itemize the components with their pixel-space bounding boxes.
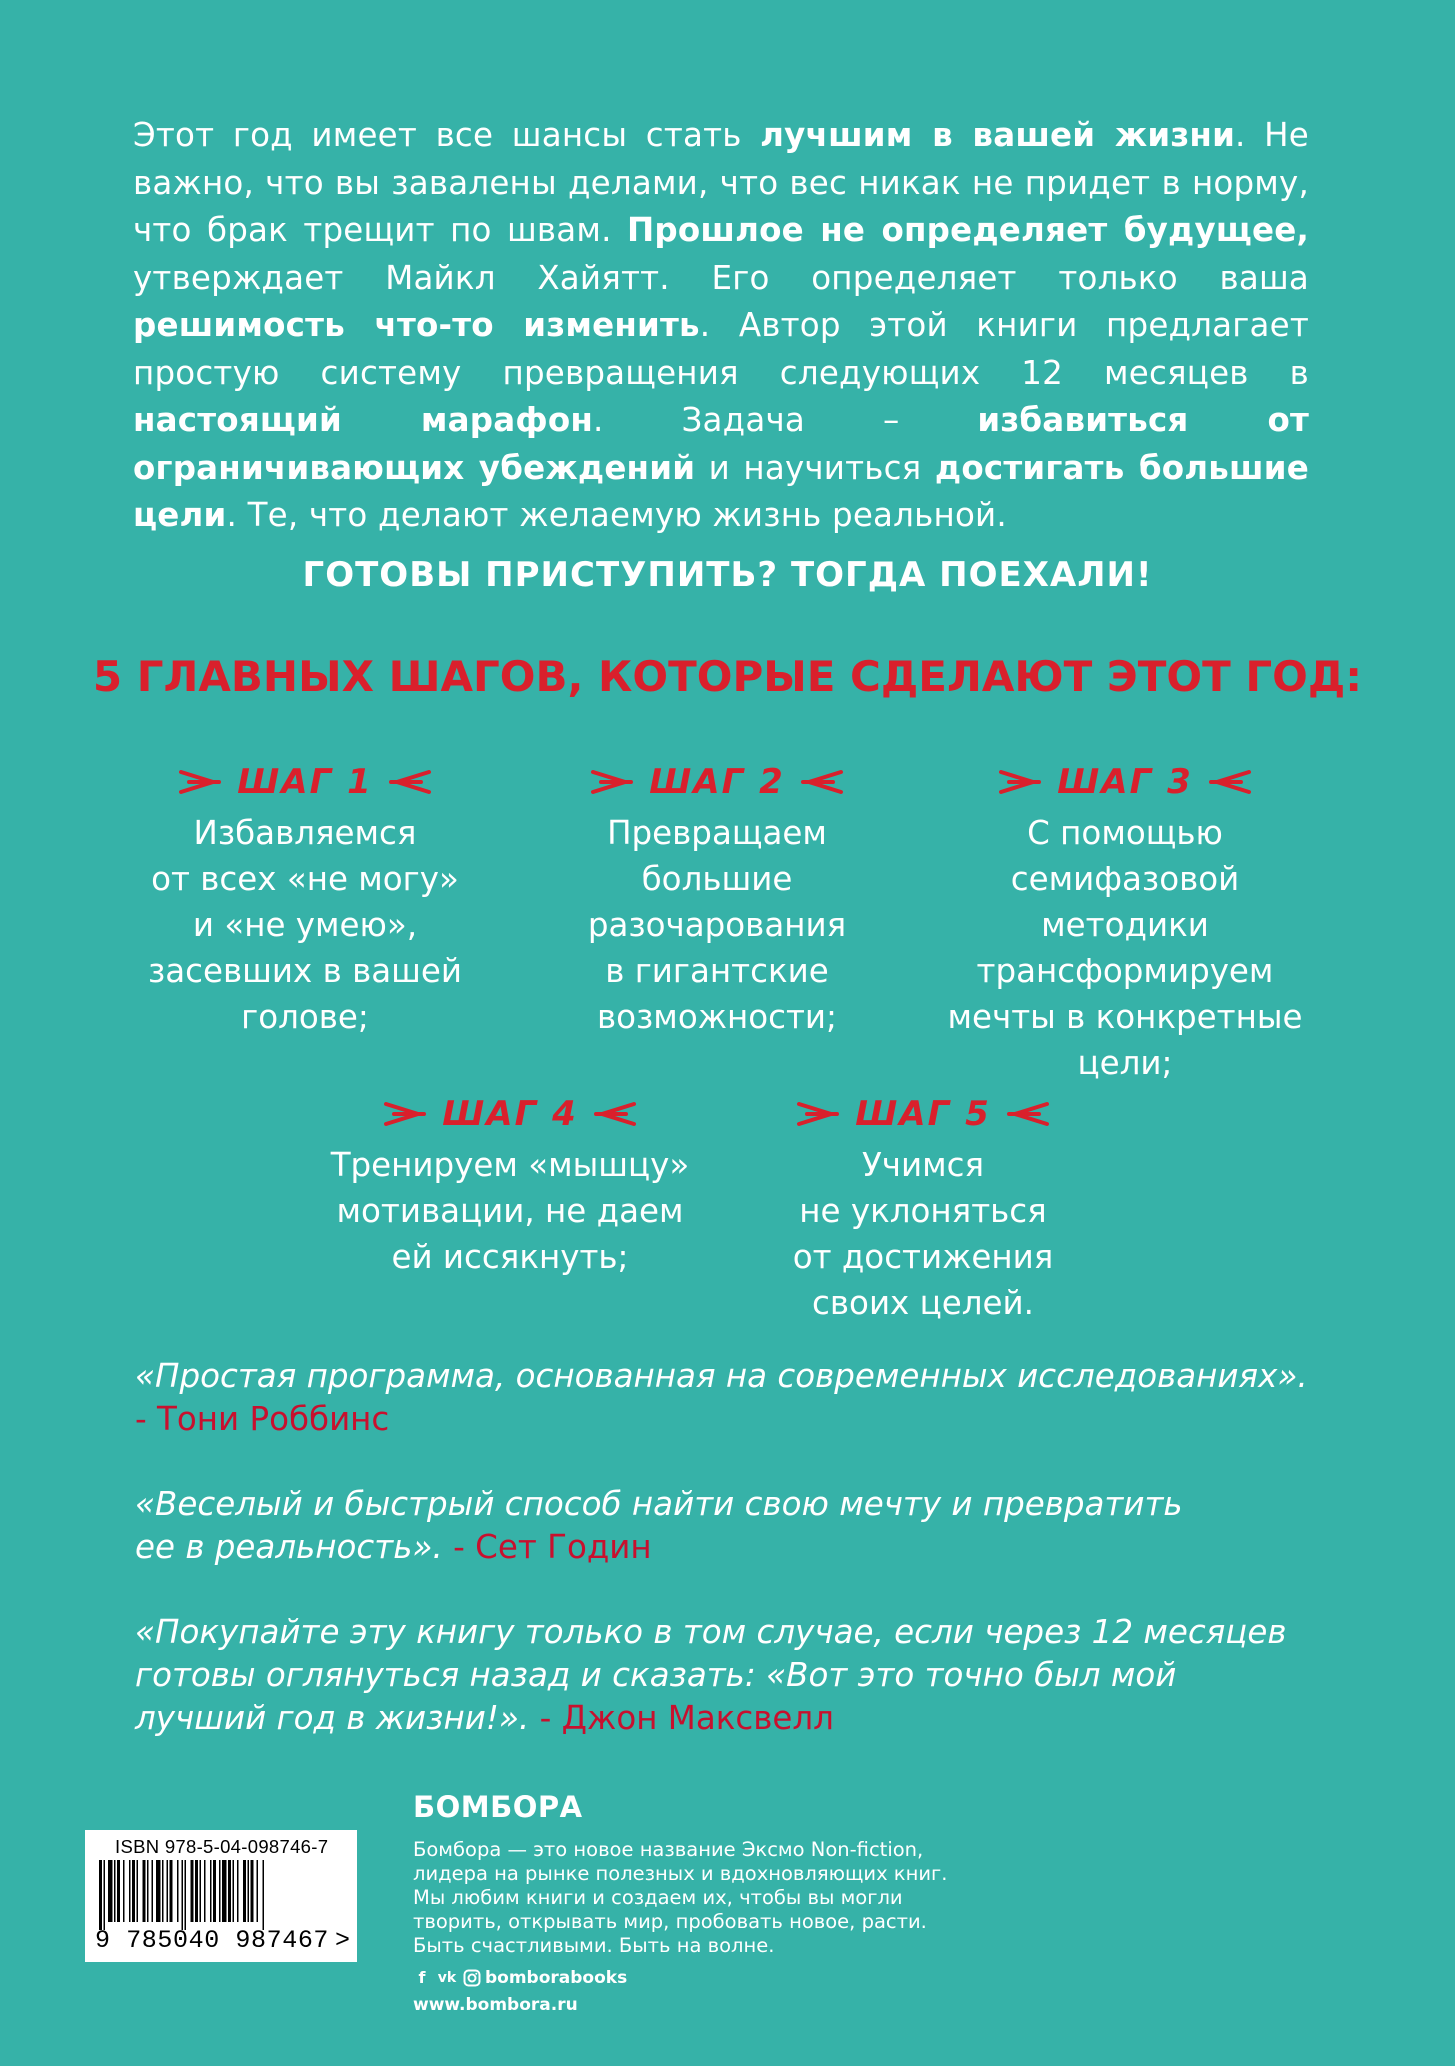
quote-maxwell: «Покупайте эту книгу только в том случае, если через 12 месяцев готовы оглянуться назад и сказать: «Вот это точно был мой лучший год в жизни!». - Джон Максвелл (135, 1613, 1287, 1737)
barcode-bar (108, 1860, 113, 1922)
step-text: Тренируем «мышцу» мотивации, не даем ей иссякнуть; (330, 1146, 690, 1276)
barcode-bar (132, 1860, 135, 1922)
intro-emphasis: настоящий марафон (133, 401, 594, 439)
barcode-end-mark: > (335, 1926, 351, 1955)
step-3 (935, 760, 1315, 1086)
intro-emphasis: решимость что-то изменить (133, 306, 700, 344)
facebook-icon[interactable]: f (418, 1968, 426, 1987)
step-label: ШАГ 3 (1057, 762, 1193, 802)
barcode-bar (243, 1860, 246, 1922)
quote-godin: «Веселый и быстрый способ найти свою мечту и превратить ее в реальность». - Сет Годин (135, 1485, 1183, 1566)
intro-emphasis: Прошлое не определяет будущее, (627, 211, 1309, 249)
intro-text: . Те, что делают желаемую жизнь реальной. (226, 496, 1007, 534)
barcode-bar (152, 1860, 154, 1922)
intro-text: . Автор этой книги предлагает простую систему превращения следующих 12 месяцев в (133, 306, 1309, 392)
publisher-logo: БОМБОРА (413, 1790, 583, 1824)
arrow-right-icon (384, 1100, 428, 1128)
arrow-right-icon (591, 768, 635, 796)
steps-heading: 5 ГЛАВНЫХ ШАГОВ, КОТОРЫЕ СДЕЛАЮТ ЭТОТ ГОД: (92, 652, 1363, 701)
barcode-bar (182, 1860, 184, 1930)
social-links[interactable] (413, 1968, 627, 1988)
barcode-bar (237, 1860, 239, 1922)
barcode-bar (167, 1860, 169, 1922)
step-5 (733, 1092, 1113, 1326)
publisher-description: Бомбора — это новое название Эксмо Non-fiction, лидера на рынке полезных и вдохновляющих книг. Мы любим книги и создаем их, чтобы вы могли творить, открывать мир, пробовать новое, расти. Быть счастливыми. Быть на волне. (413, 1838, 948, 1957)
intro-text: . Не важно, что вы завалены делами, что вес никак не придет в норму, что брак трещит по швам. (133, 116, 1309, 249)
barcode-bar (195, 1860, 198, 1922)
barcode-bar (177, 1860, 179, 1922)
barcode-icon (99, 1860, 343, 1930)
step-label: ШАГ 4 (442, 1094, 578, 1134)
quote-robbins: «Простая программа, основанная на современных исследованиях». - Тони Роббинс (135, 1357, 1308, 1438)
barcode-bar (114, 1860, 116, 1922)
step-1 (115, 760, 495, 1040)
social-handle[interactable]: bomborabooks (485, 1968, 628, 1988)
barcode-bar (219, 1860, 221, 1922)
barcode-bar (129, 1860, 131, 1922)
barcode-bar (251, 1860, 254, 1922)
intro-paragraph (133, 112, 1309, 540)
barcode-bar (147, 1860, 149, 1922)
step-2 (527, 760, 907, 1040)
intro-emphasis: лучшим в вашей жизни (760, 116, 1236, 154)
step-text: С помощью семифазовой методики трансформируем мечты в конкретные цели; (947, 814, 1303, 1082)
barcode-bar (162, 1860, 164, 1922)
arrow-right-icon (999, 768, 1043, 796)
arrow-left-icon (1207, 768, 1251, 796)
barcode-bar (104, 1860, 106, 1930)
arrow-left-icon (799, 768, 843, 796)
barcode-bar (213, 1860, 216, 1922)
barcode-bar (233, 1860, 235, 1922)
website-link[interactable]: www.bombora.ru (413, 1995, 578, 2015)
barcode-bar (123, 1860, 125, 1922)
quote-author: - Тони Роббинс (135, 1400, 390, 1438)
call-to-action: ГОТОВЫ ПРИСТУПИТЬ? ТОГДА ПОЕХАЛИ! (302, 555, 1153, 595)
step-text: Избавляемся от всех «не могу» и «не умею», засевших в вашей голове; (147, 814, 463, 1036)
barcode-bar (170, 1860, 173, 1922)
intro-text: Этот год имеет все шансы стать (133, 116, 761, 154)
arrow-right-icon (179, 768, 223, 796)
step-text: Превращаем большие разочарования в гигантские возможности; (587, 814, 847, 1036)
barcode-bar (185, 1860, 187, 1930)
intro-text: и научиться (695, 448, 935, 487)
barcode-bar (204, 1860, 206, 1922)
step-label: ШАГ 2 (649, 762, 785, 802)
step-label: ШАГ 1 (237, 762, 373, 802)
arrow-right-icon (797, 1100, 841, 1128)
intro-emphasis: избавиться от ограничивающих убеждений (133, 401, 1310, 487)
instagram-icon[interactable] (463, 1969, 481, 1987)
isbn-barcode (85, 1830, 357, 1962)
barcode-bar (200, 1860, 202, 1922)
quote-author: - Джон Максвелл (539, 1699, 834, 1737)
step-text: Учимся не уклоняться от достижения своих целей. (792, 1146, 1054, 1322)
barcode-bar (210, 1860, 212, 1922)
arrow-left-icon (592, 1100, 636, 1128)
isbn-label: ISBN 978-5-04-098746-7 (115, 1836, 329, 1857)
intro-text: . Задача – (593, 401, 978, 439)
barcode-bar (143, 1860, 146, 1922)
barcode-bar (222, 1860, 227, 1922)
vk-icon[interactable]: vk (437, 1970, 457, 1986)
arrow-left-icon (1005, 1100, 1049, 1128)
barcode-bar (156, 1860, 161, 1922)
intro-emphasis: достигать большие цели (133, 448, 1309, 534)
barcode-bar (99, 1860, 102, 1930)
barcode-bar (137, 1860, 139, 1922)
barcode-bar (257, 1860, 259, 1922)
step-label: ШАГ 5 (855, 1094, 991, 1134)
barcode-digits: 9 785040 987467 (95, 1926, 330, 1955)
step-4 (320, 1092, 700, 1280)
barcode-bar (117, 1860, 120, 1922)
barcode-bar (228, 1860, 231, 1922)
barcode-bar (248, 1860, 250, 1922)
barcode-bar (263, 1860, 265, 1930)
barcode-bar (191, 1860, 194, 1922)
arrow-left-icon (387, 768, 431, 796)
intro-text: утверждает Майкл Хайятт. Его определяет только ваша (133, 258, 1309, 297)
quote-author: - Сет Годин (453, 1528, 652, 1566)
